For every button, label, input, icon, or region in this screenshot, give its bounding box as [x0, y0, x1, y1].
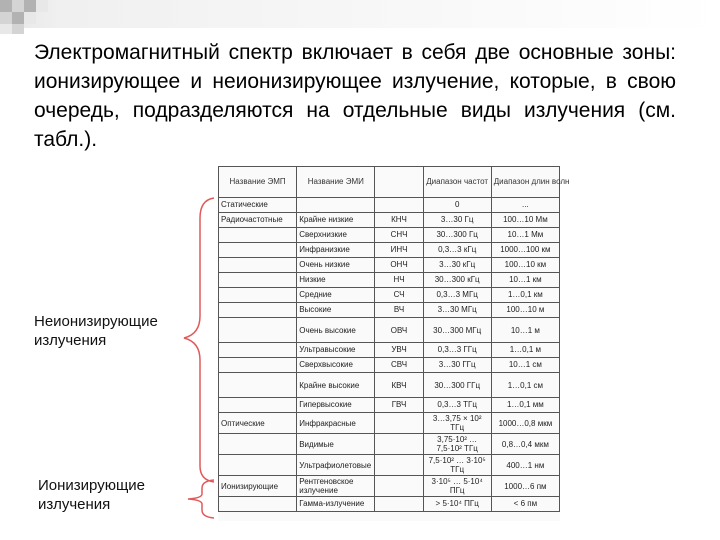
table-row: [219, 413, 560, 434]
table-cell-wave: 10…1 м: [491, 318, 559, 343]
table-cell-freq: 0,3…3 ГГц: [423, 343, 491, 358]
spectrum-table-container: [218, 166, 570, 521]
table-cell-freq: 7,5·10² … 3·10⁵ ТГц: [423, 455, 491, 476]
table-cell-wave: 10…1 км: [491, 273, 559, 288]
table-cell-freq: 3·10⁵ … 5·10⁴ ПГц: [423, 476, 491, 497]
table-cell-freq: 0,3…3 кГц: [423, 243, 491, 258]
table-cell-wave: 100…10 Мм: [491, 213, 559, 228]
table-cell-freq: 3…30 ГГц: [423, 358, 491, 373]
table-row: [219, 455, 560, 476]
table-cell-wave: 100…10 км: [491, 258, 559, 273]
deco-square: [24, 12, 36, 24]
table-cell-name: Ультравысокие: [297, 343, 375, 358]
table-cell-name: Высокие: [297, 303, 375, 318]
table-cell-zone: [219, 303, 297, 318]
table-cell-wave: 10…1 см: [491, 358, 559, 373]
table-cell-wave: 1…0,1 мм: [491, 398, 559, 413]
deco-square: [36, 0, 48, 12]
table-cell-freq: 30…300 МГц: [423, 318, 491, 343]
table-cell-abbr: ОВЧ: [375, 318, 423, 343]
table-cell-abbr: КНЧ: [375, 213, 423, 228]
table-cell-freq: 30…300 Гц: [423, 228, 491, 243]
table-row: [219, 243, 560, 258]
table-cell-abbr: [375, 497, 423, 512]
deco-square: [0, 0, 12, 12]
table-cell-freq: > 5·10⁴ ПГц: [423, 497, 491, 512]
table-cell-zone: [219, 273, 297, 288]
table-cell-abbr: ВЧ: [375, 303, 423, 318]
table-cell-name: Сверхнизкие: [297, 228, 375, 243]
table-row: [219, 228, 560, 243]
table-cell-abbr: ОНЧ: [375, 258, 423, 273]
header-emi: Название ЭМИ: [297, 167, 375, 198]
table-cell-wave: 1000…0,8 мкм: [491, 413, 559, 434]
table-cell-freq: 0,3…3 МГц: [423, 288, 491, 303]
table-row: [219, 273, 560, 288]
table-row: [219, 476, 560, 497]
header-emf: Название ЭМП: [219, 167, 297, 198]
table-cell-name: Крайне низкие: [297, 213, 375, 228]
header-abbr: [375, 167, 423, 198]
table-row: [219, 288, 560, 303]
table-row: [219, 434, 560, 455]
table-cell-wave: 400…1 нм: [491, 455, 559, 476]
label-ionizing: Ионизирующие излучения: [38, 477, 146, 513]
table-cell-freq: 3…30 кГц: [423, 258, 491, 273]
table-cell-abbr: [375, 434, 423, 455]
spectrum-table: [218, 166, 570, 512]
deco-square: [12, 0, 24, 12]
table-cell-name: Ультрафиолетовые: [297, 455, 375, 476]
table-cell-freq: 3…30 МГц: [423, 303, 491, 318]
table-cell-abbr: КВЧ: [375, 373, 423, 398]
table-cell-abbr: [375, 455, 423, 476]
table-cell-wave: 100…10 м: [491, 303, 559, 318]
table-cell-wave: 10…1 Мм: [491, 228, 559, 243]
table-row: [219, 213, 560, 228]
table-cell-name: [297, 198, 375, 213]
table-cell-zone: [219, 373, 297, 398]
table-cell-wave: 1000…6 пм: [491, 476, 559, 497]
table-cell-zone: [219, 343, 297, 358]
table-cell-zone: Ионизирующие: [219, 476, 297, 497]
table-cell-zone: [219, 455, 297, 476]
table-row: [219, 373, 560, 398]
table-cell-name: Инфракрасные: [297, 413, 375, 434]
deco-square: [0, 24, 12, 34]
table-cell-wave: 1…0,1 км: [491, 288, 559, 303]
table-cell-zone: [219, 358, 297, 373]
table-row: [219, 398, 560, 413]
table-cell-zone: Оптические: [219, 413, 297, 434]
table-row: [219, 198, 560, 213]
deco-square: [0, 12, 12, 24]
table-cell-freq: 3,75·10² … 7,5·10² ТГц: [423, 434, 491, 455]
table-cell-freq: 0,3…3 ТГц: [423, 398, 491, 413]
deco-square: [24, 0, 36, 12]
table-row: [219, 343, 560, 358]
table-cell-abbr: ГВЧ: [375, 398, 423, 413]
table-row: [219, 258, 560, 273]
table-cell-wave: 1000…100 км: [491, 243, 559, 258]
table-cell-zone: Статические: [219, 198, 297, 213]
table-cell-wave: 0,8…0,4 мкм: [491, 434, 559, 455]
table-cell-name: Гамма-излучение: [297, 497, 375, 512]
table-cell-name: Очень высокие: [297, 318, 375, 343]
table-cell-freq: 30…300 кГц: [423, 273, 491, 288]
table-cell-zone: Радиочастотные: [219, 213, 297, 228]
table-cell-wave: 1…0,1 м: [491, 343, 559, 358]
table-cell-zone: [219, 258, 297, 273]
table-cell-name: Крайне высокие: [297, 373, 375, 398]
table-cell-name: Видимые: [297, 434, 375, 455]
table-cell-abbr: [375, 413, 423, 434]
table-cell-abbr: [375, 198, 423, 213]
table-cell-name: Гипервысокие: [297, 398, 375, 413]
table-cell-abbr: [375, 476, 423, 497]
header-freq: Диапазон частот: [423, 167, 491, 198]
table-row: [219, 497, 560, 512]
table-cell-wave: < 6 пм: [491, 497, 559, 512]
table-cell-zone: [219, 434, 297, 455]
table-cell-name: Рентгеновское излучение: [297, 476, 375, 497]
slide-paragraph: Электромагнитный спектр включает в себя две основные зоны: ионизирующее и неионизирующее излучение, которые, в свою очередь, подразделяются на отдельные виды излучения (см. табл.).: [34, 41, 676, 151]
deco-square: [12, 24, 24, 34]
header-band: [0, 0, 720, 28]
table-cell-wave: ...: [491, 198, 559, 213]
brace-nonionizing: [180, 196, 220, 486]
header-wave: Диапазон длин волн: [491, 167, 559, 198]
table-cell-abbr: ИНЧ: [375, 243, 423, 258]
deco-square: [12, 12, 24, 24]
table-cell-zone: [219, 398, 297, 413]
table-cell-name: Инфранизкие: [297, 243, 375, 258]
table-cell-wave: 1…0,1 см: [491, 373, 559, 398]
table-cell-zone: [219, 243, 297, 258]
table-cell-abbr: СНЧ: [375, 228, 423, 243]
table-cell-freq: 30…300 ГГц: [423, 373, 491, 398]
table-cell-freq: 3…3,75 × 10² ТГц: [423, 413, 491, 434]
table-cell-abbr: СВЧ: [375, 358, 423, 373]
table-cell-zone: [219, 228, 297, 243]
table-cell-freq: 0: [423, 198, 491, 213]
table-cell-abbr: НЧ: [375, 273, 423, 288]
table-row: [219, 303, 560, 318]
table-cell-name: Сверхвысокие: [297, 358, 375, 373]
table-cell-name: Очень низкие: [297, 258, 375, 273]
table-cell-abbr: УВЧ: [375, 343, 423, 358]
table-cell-zone: [219, 318, 297, 343]
table-row: [219, 358, 560, 373]
brace-ionizing: [182, 478, 218, 520]
table-cell-abbr: СЧ: [375, 288, 423, 303]
table-cell-name: Средние: [297, 288, 375, 303]
table-cell-name: Низкие: [297, 273, 375, 288]
table-cell-freq: 3…30 Гц: [423, 213, 491, 228]
table-cell-zone: [219, 288, 297, 303]
table-cell-zone: [219, 497, 297, 512]
table-row: [219, 318, 560, 343]
label-nonionizing: Неионизирующие излучения: [34, 313, 158, 349]
table-header-row: [219, 167, 560, 198]
